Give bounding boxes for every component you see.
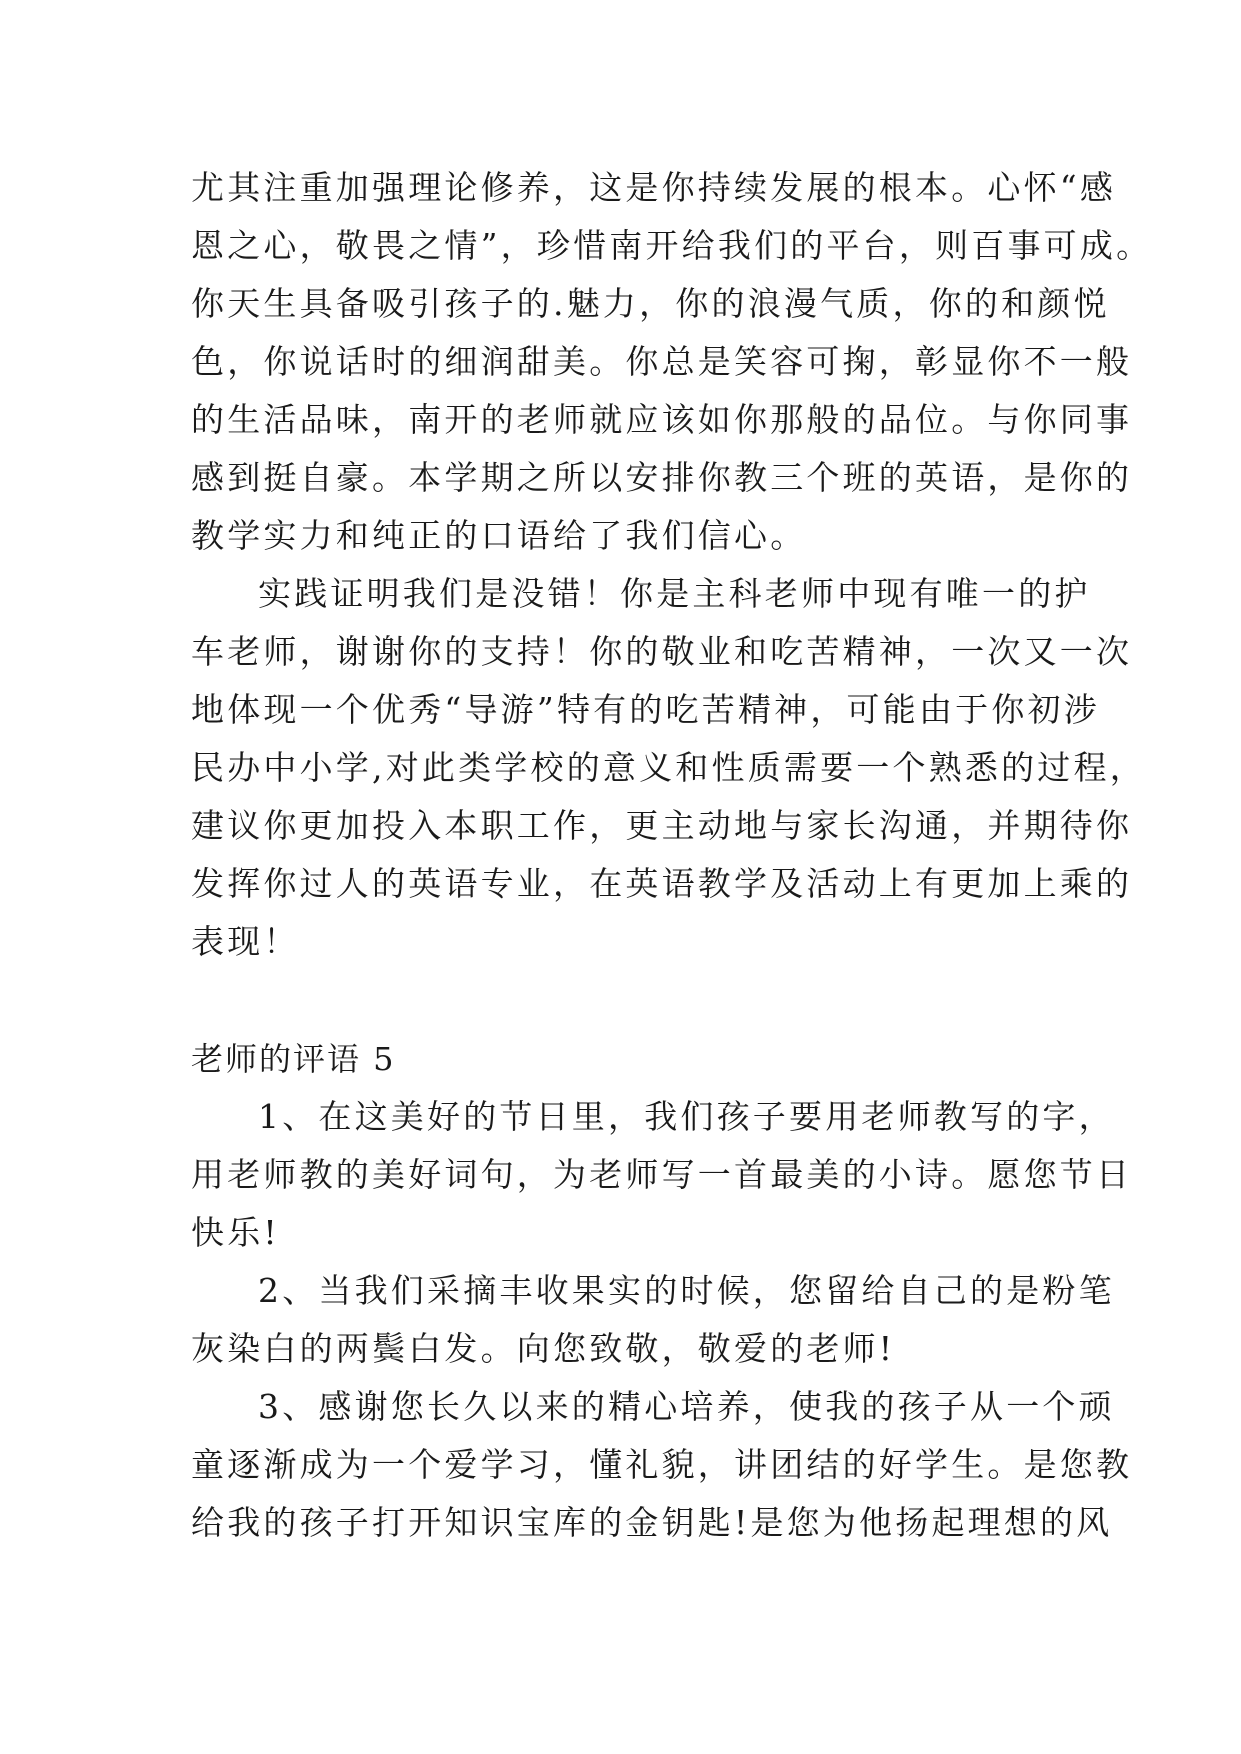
paragraph-line: 表现！: [191, 922, 300, 961]
paragraph-line: 色，你说话时的细润甜美。你总是笑容可掬，彰显你不一般: [191, 342, 1133, 381]
section-heading: 老师的评语 5: [191, 1040, 396, 1078]
paragraph-line: 建议你更加投入本职工作，更主动地与家长沟通，并期待你: [191, 806, 1133, 845]
list-item-line: 童逐渐成为一个爱学习，懂礼貌，讲团结的好学生。是您教: [191, 1445, 1133, 1484]
list-item-line: 用老师教的美好词句，为老师写一首最美的小诗。愿您节日: [191, 1155, 1133, 1194]
paragraph-line: 地体现一个优秀“导游”特有的吃苦精神，可能由于你初涉: [191, 690, 1100, 729]
paragraph-line: 教学实力和纯正的口语给了我们信心。: [191, 516, 807, 555]
list-item-line: 给我的孩子打开知识宝库的金钥匙!是您为他扬起理想的风: [191, 1503, 1113, 1542]
paragraph-line: 的生活品味，南开的老师就应该如你那般的品位。与你同事: [191, 400, 1133, 439]
paragraph-line: 尤其注重加强理论修养，这是你持续发展的根本。心怀“感: [191, 168, 1117, 207]
paragraph-line: 你天生具备吸引孩子的.魅力，你的浪漫气质，你的和颜悦: [191, 284, 1110, 323]
paragraph-line: 民办中小学,对此类学校的意义和性质需要一个熟悉的过程，: [191, 748, 1146, 787]
list-item-line: 2、当我们采摘丰收果实的时候，您留给自己的是粉笔: [258, 1271, 1115, 1310]
list-item-line: 快乐!: [191, 1213, 280, 1252]
paragraph-line: 车老师，谢谢你的支持！你的敬业和吃苦精神，一次又一次: [191, 632, 1133, 671]
paragraph-line: 感到挺自豪。本学期之所以安排你教三个班的英语，是你的: [191, 458, 1133, 497]
paragraph-line: 发挥你过人的英语专业，在英语教学及活动上有更加上乘的: [191, 864, 1133, 903]
list-item-line: 3、感谢您长久以来的精心培养，使我的孩子从一个顽: [258, 1387, 1115, 1426]
list-item-line: 1、在这美好的节日里，我们孩子要用老师教写的字，: [258, 1097, 1115, 1136]
paragraph-line: 实践证明我们是没错！你是主科老师中现有唯一的护: [258, 574, 1091, 613]
list-item-line: 灰染白的两鬓白发。向您致敬，敬爱的老师!: [191, 1329, 896, 1368]
paragraph-line: 恩之心，敬畏之情”，珍惜南开给我们的平台，则百事可成。: [191, 226, 1153, 265]
